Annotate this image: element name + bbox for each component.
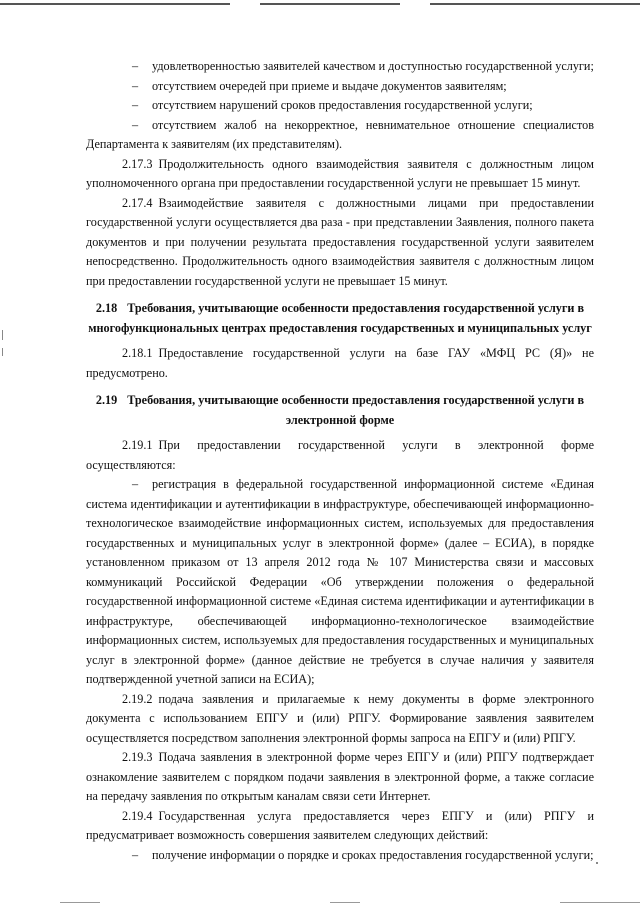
bullet-text: отсутствием очередей при приеме и выдаче документов заявителям; bbox=[152, 78, 507, 93]
bullet-item bbox=[86, 475, 594, 690]
paragraph-text: Взаимодействие заявителя с должностными лицами при предоставлении государственной услуги осуществляется два раза - при представлении Заявления, полного пакета документов и при получении результата предоставления государственной услуги заявителем непосредственно. Продолжительность одного взаимодействия заявителя с должностным лицом при предоставлении государственной услуги не превышает 15 минут. bbox=[86, 195, 594, 288]
paragraph-number: 2.17.4 bbox=[122, 195, 153, 210]
dash-marker: – bbox=[132, 477, 139, 491]
numbered-paragraph bbox=[86, 690, 594, 749]
scan-mark-left-2 bbox=[2, 348, 3, 356]
paragraph-number: 2.19.2 bbox=[122, 691, 153, 706]
paragraph-text: При предоставлении государственной услуги в электронной форме осуществляются: bbox=[86, 438, 594, 472]
numbered-paragraph bbox=[86, 194, 594, 292]
bullet-text: отсутствием жалоб на некорректное, невнимательное отношение специалистов Департамента к заявителям (их представителям). bbox=[86, 117, 594, 151]
bullet-text: регистрация в федеральной государственной информационной системе «Единая система идентификации и аутентификации в инфраструктуре, обеспечивающей информационно-технологическое взаимодействие информационных систем, используемых для предоставления государственных и муниципальных услуг в электронной форме» (далее – ЕСИА), в порядке установленном приказом от 13 апреля 2012 года № 107 Министерства связи и массовых коммуникаций Российской Федерации «Об утверждении положения о федеральной государственной информационной системе «Единая система идентификации и аутентификации в инфраструктуре, обеспечивающей информационно-технологическое взаимодействие информационных систем, используемых для предоставления государственных и муниципальных услуг в электронной форме» (данное действие не требуется в случае наличия у заявителя подтвержденной учетной записи на ЕСИА); bbox=[86, 477, 594, 686]
scan-speck bbox=[596, 862, 598, 864]
section-number: 2.19 bbox=[95, 393, 118, 407]
bullet-text: получение информации о порядке и сроках предоставления государственной услуги; bbox=[152, 847, 594, 862]
paragraph-text: Государственная услуга предоставляется через ЕПГУ и (или) РПГУ и предусматривает возможность совершения заявителем следующих действий: bbox=[86, 808, 594, 842]
bullet-item bbox=[86, 116, 594, 155]
section-title: Требования, учитывающие особенности предоставления государственной услуги в многофункциональных центрах предоставления государственных и муниципальных услуг bbox=[88, 301, 592, 335]
bullet-item bbox=[86, 846, 594, 866]
dash-marker: – bbox=[132, 59, 139, 73]
document-page bbox=[86, 57, 594, 865]
paragraph-text: Предоставление государственной услуги на базе ГАУ «МФЦ РС (Я)» не предусмотрено. bbox=[86, 346, 594, 380]
numbered-paragraph bbox=[86, 436, 594, 475]
bullet-text: отсутствием нарушений сроков предоставления государственной услуги; bbox=[152, 98, 533, 112]
numbered-paragraph bbox=[86, 155, 594, 194]
section-number: 2.18 bbox=[95, 301, 118, 315]
scan-mark-left bbox=[2, 330, 3, 340]
section-heading bbox=[86, 391, 594, 430]
paragraph-number: 2.19.1 bbox=[122, 438, 153, 452]
numbered-paragraph bbox=[86, 344, 594, 383]
paragraph-text: подача заявления и прилагаемые к нему документы в форме электронного документа с использованием ЕПГУ и (или) РПГУ. Формирование заявления заявителем осуществляется посредством заполнения электронной формы запроса на ЕПГУ и (или) РПГУ. bbox=[86, 691, 594, 745]
dash-marker: – bbox=[132, 98, 139, 112]
numbered-paragraph bbox=[86, 807, 594, 846]
paragraph-number: 2.19.4 bbox=[122, 808, 153, 823]
dash-marker: – bbox=[132, 78, 139, 93]
bullet-item bbox=[86, 57, 594, 77]
paragraph-text: Подача заявления в электронной форме через ЕПГУ и (или) РПГУ подтверждает ознакомление заявителем с порядком подачи заявления в электронной форме, а также согласие на передачу заявления по открытым каналам связи сети Интернет. bbox=[86, 750, 594, 803]
bullet-item bbox=[86, 77, 594, 97]
paragraph-number: 2.17.3 bbox=[122, 156, 153, 171]
dash-marker: – bbox=[132, 117, 139, 132]
paragraph-number: 2.18.1 bbox=[122, 346, 153, 360]
bullet-item bbox=[86, 96, 594, 116]
dash-marker: – bbox=[132, 847, 139, 862]
paragraph-text: Продолжительность одного взаимодействия заявителя с должностным лицом уполномоченного органа при предоставлении государственной услуги не превышает 15 минут. bbox=[86, 156, 594, 190]
section-heading bbox=[86, 299, 594, 338]
numbered-paragraph bbox=[86, 748, 594, 807]
section-title: Требования, учитывающие особенности предоставления государственной услуги в электронной форме bbox=[127, 393, 585, 427]
paragraph-number: 2.19.3 bbox=[122, 750, 153, 764]
bullet-text: удовлетворенностью заявителей качеством и доступностью государственной услуги; bbox=[152, 59, 594, 73]
